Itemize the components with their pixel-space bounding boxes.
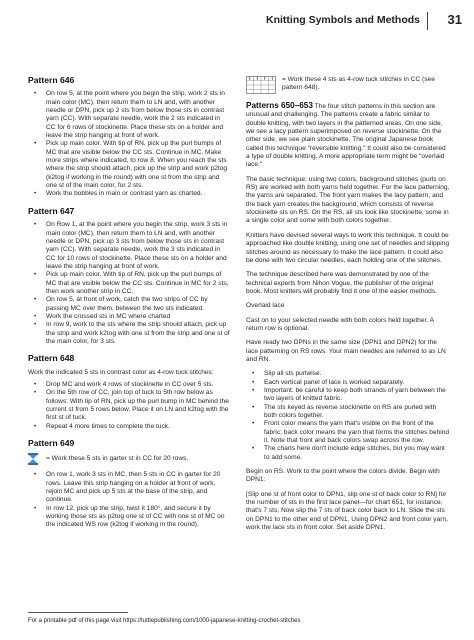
symbol-description: = Work these 5 sts in garter st in CC for 20 rows. [46,455,189,463]
list-item: • Work the bobbles in main or contrast yarn as charted. [28,190,230,198]
header-divider [427,12,428,30]
list-item: • On row 5, at front of work, catch the two strips of CC by passing MC over them, between the two sts indicated. [28,296,230,313]
paragraph: Cast on to your selected needle with both colors held together. A return row is optional. [246,316,434,332]
instruction-list [28,471,230,529]
section-heading: Patterns 650–653 [246,101,313,110]
list-item: • Slip all sts purlwise. [246,370,450,378]
symbol-key [28,453,230,465]
pattern-heading: Pattern 647 [28,205,75,216]
list-item: • On Row 1, at the point where you begin the strip, work 3 sts in main color (MC), then return them to LN and, with another needle or DPN, pick up 3 sts from below those sts in contrast yarn (CC). With separate needle, work the 3 sts indicated in CC for 10 rows of stockinette. Place these sts on a holder and leave the strip hanging at front of work. [28,221,230,271]
list-item: • Work the crossed sts in MC where charted [28,313,230,321]
pattern-heading: Pattern 646 [28,75,75,85]
pattern-heading: Pattern 649 [28,438,75,449]
symbol-description: = Work these 4 sts as 4-row tuck stitches in CC (see pattern 648). [282,76,435,92]
section-lead [246,102,450,170]
pattern-intro: Work the indicated 5 sts in contrast color as 4-row tuck stitches: [28,368,214,376]
footer-divider [28,612,128,613]
list-item: • Important: be careful to keep both strands of yarn between the two layers of knitted fabric. [246,387,450,404]
left-column [28,76,230,538]
list-item: • In row 9, work to the sts where the strip should attach, pick up the strip and work k2tog with one st from the strip and one st of the main color, for 3 sts. [28,321,230,346]
rules-list [246,370,450,462]
pattern-647 [28,207,230,347]
list-item: • Each vertical panel of lace is worked separately. [246,379,450,387]
page-number: 31 [447,12,462,27]
tuck-grid-symbol-icon [246,76,276,94]
footer-note: For a printable pdf of this page visit https://tuttlepublishing.com/1000-japanese-knitting-crochet-stitches [28,618,301,624]
list-item: • Repeat 4 more times to complete the tuck. [28,423,230,431]
paragraph: The basic technique: using two colors, background stitches (purls on RS) are worked with both yarns held together. For the lace patterning, the yarns are separated. The front yarn makes the lacy pattern, and the back yarn creates the background, which consists of reverse stockinette sts on RS. On the RS, all sts look like stockinette, some in a single color and some with both colors together. [246,175,450,225]
paragraph: Knitters have devised several ways to work this technique. It could be approached like double knitting, using one set of needles and slipping stitches around as necessary to make the lace pattern. It could also be done with two circular needles, each holding one of the stitches. [246,231,450,264]
right-column [246,76,450,538]
hourglass-symbol-icon [28,453,38,465]
list-item: • Front color means the yarn that's visible on the front of the fabric; back color means the yarn that forms the stitches behind it. Note that front and back colors swap across the row. [246,420,450,445]
pattern-649 [28,439,230,530]
instruction-list [28,221,230,346]
list-item: • On row 1, work 3 sts in MC, then 5 sts in CC in garter for 20 rows. Leave this strip hanging on a holder at front of work, rejoin MC and pick up 5 sts at the base of the strip, and continue. [28,471,230,504]
instruction-list [28,90,230,198]
list-item: • Pick up main color. With tip of RN, pick up the purl bumps of MC that are visible below the CC sts. Continue in MC. Make more strips where indicated, to row 8. When you reach the sts where the strip should attach, pick up the strip and work p2tog (k2tog if working in the round) with one st from the strip and one st of the main color, for 2 sts. [28,140,230,190]
list-item: • The sts keyed as reverse stockinette on RS are purled with both colors together. [246,404,450,421]
subheading: Overlaid lace [246,302,285,310]
instruction-list [28,381,230,431]
pattern-heading: Pattern 648 [28,353,75,364]
pattern-648 [28,354,230,431]
list-item: • Pick up main color. With tip of RN, pick up the purl bumps of MC that are visible below the CC sts. Continue in MC for 2 sts, then work another strip in CC. [28,271,230,296]
paragraph: The technique described here was demonstrated by one of the technical experts from Nihon Vogue, the publisher of the original book. Most knitters will probably find it one of the easier methods. [246,271,437,295]
list-item: • On row 5, at the point where you begin the strip, work 2 sts in main color (MC), then return them to LN and, with another needle or DPN, pick up 2 sts from below those sts in contrast yarn (CC). With separate needle, work the 2 sts indicated in CC for 6 rows of stockinette. Place these sts on a holder and leave the strip hanging at front of work. [28,90,230,140]
paragraph: Have ready two DPNs in the same size (DPN1 and DPN2) for the lace patterning on RS rows. Your main needles are referred to as LN and RN. [246,339,446,363]
paragraph: [Slip one st of front color to DPN1, slip one st of back color to RN] for the number of sts in the first lace panel—for chart 651, for instance, that's 7 sts. Now slip the 7 sts of back color back to LN. Slide the sts on DPN1 to the other end of DPN1. Using DPN2 and front color yarn, work the lace sts in front color. Set aside DPN1. [246,490,448,532]
list-item: • The charts here don't include edge stitches, but you may want to add some. [246,445,450,462]
pattern-646 [28,76,230,199]
list-item: • On the 5th row of CC, join top of tuck to 5th row below as follows: With tip of RN, pick up the purl bump in MC behind the current st from 5 rows below. Place it on LN and k2tog with the first st of tuck. [28,389,230,422]
tuck-symbol-key [246,76,450,94]
list-item: • Drop MC and work 4 rows of stockinette in CC over 5 sts. [28,381,230,389]
running-title: Knitting Symbols and Methods [266,14,420,26]
list-item: • In row 12, pick up the strip, twist it 180°, and secure it by working those sts as p2tog one st of CC with one st of MC on the indicated WS row (k2tog if working in the round). [28,505,230,530]
lead-text: The four stitch patterns in this section are unusual and challenging. The patterns create a fabric similar to double knitting, with two layers in the patterned areas. On one side, we see a lacy pattern superimposed on reverse stockinette. On the other side, we see plain stockinette. The original Japanese book called this technique "reversible knitting." It could also be considered a type of double knitting. A more appropriate term might be "overlaid lace." [246,103,446,169]
paragraph: Begin on RS. Work to the point where the colors divide. Begin with DPN1: [246,468,440,484]
page-header [0,12,462,30]
